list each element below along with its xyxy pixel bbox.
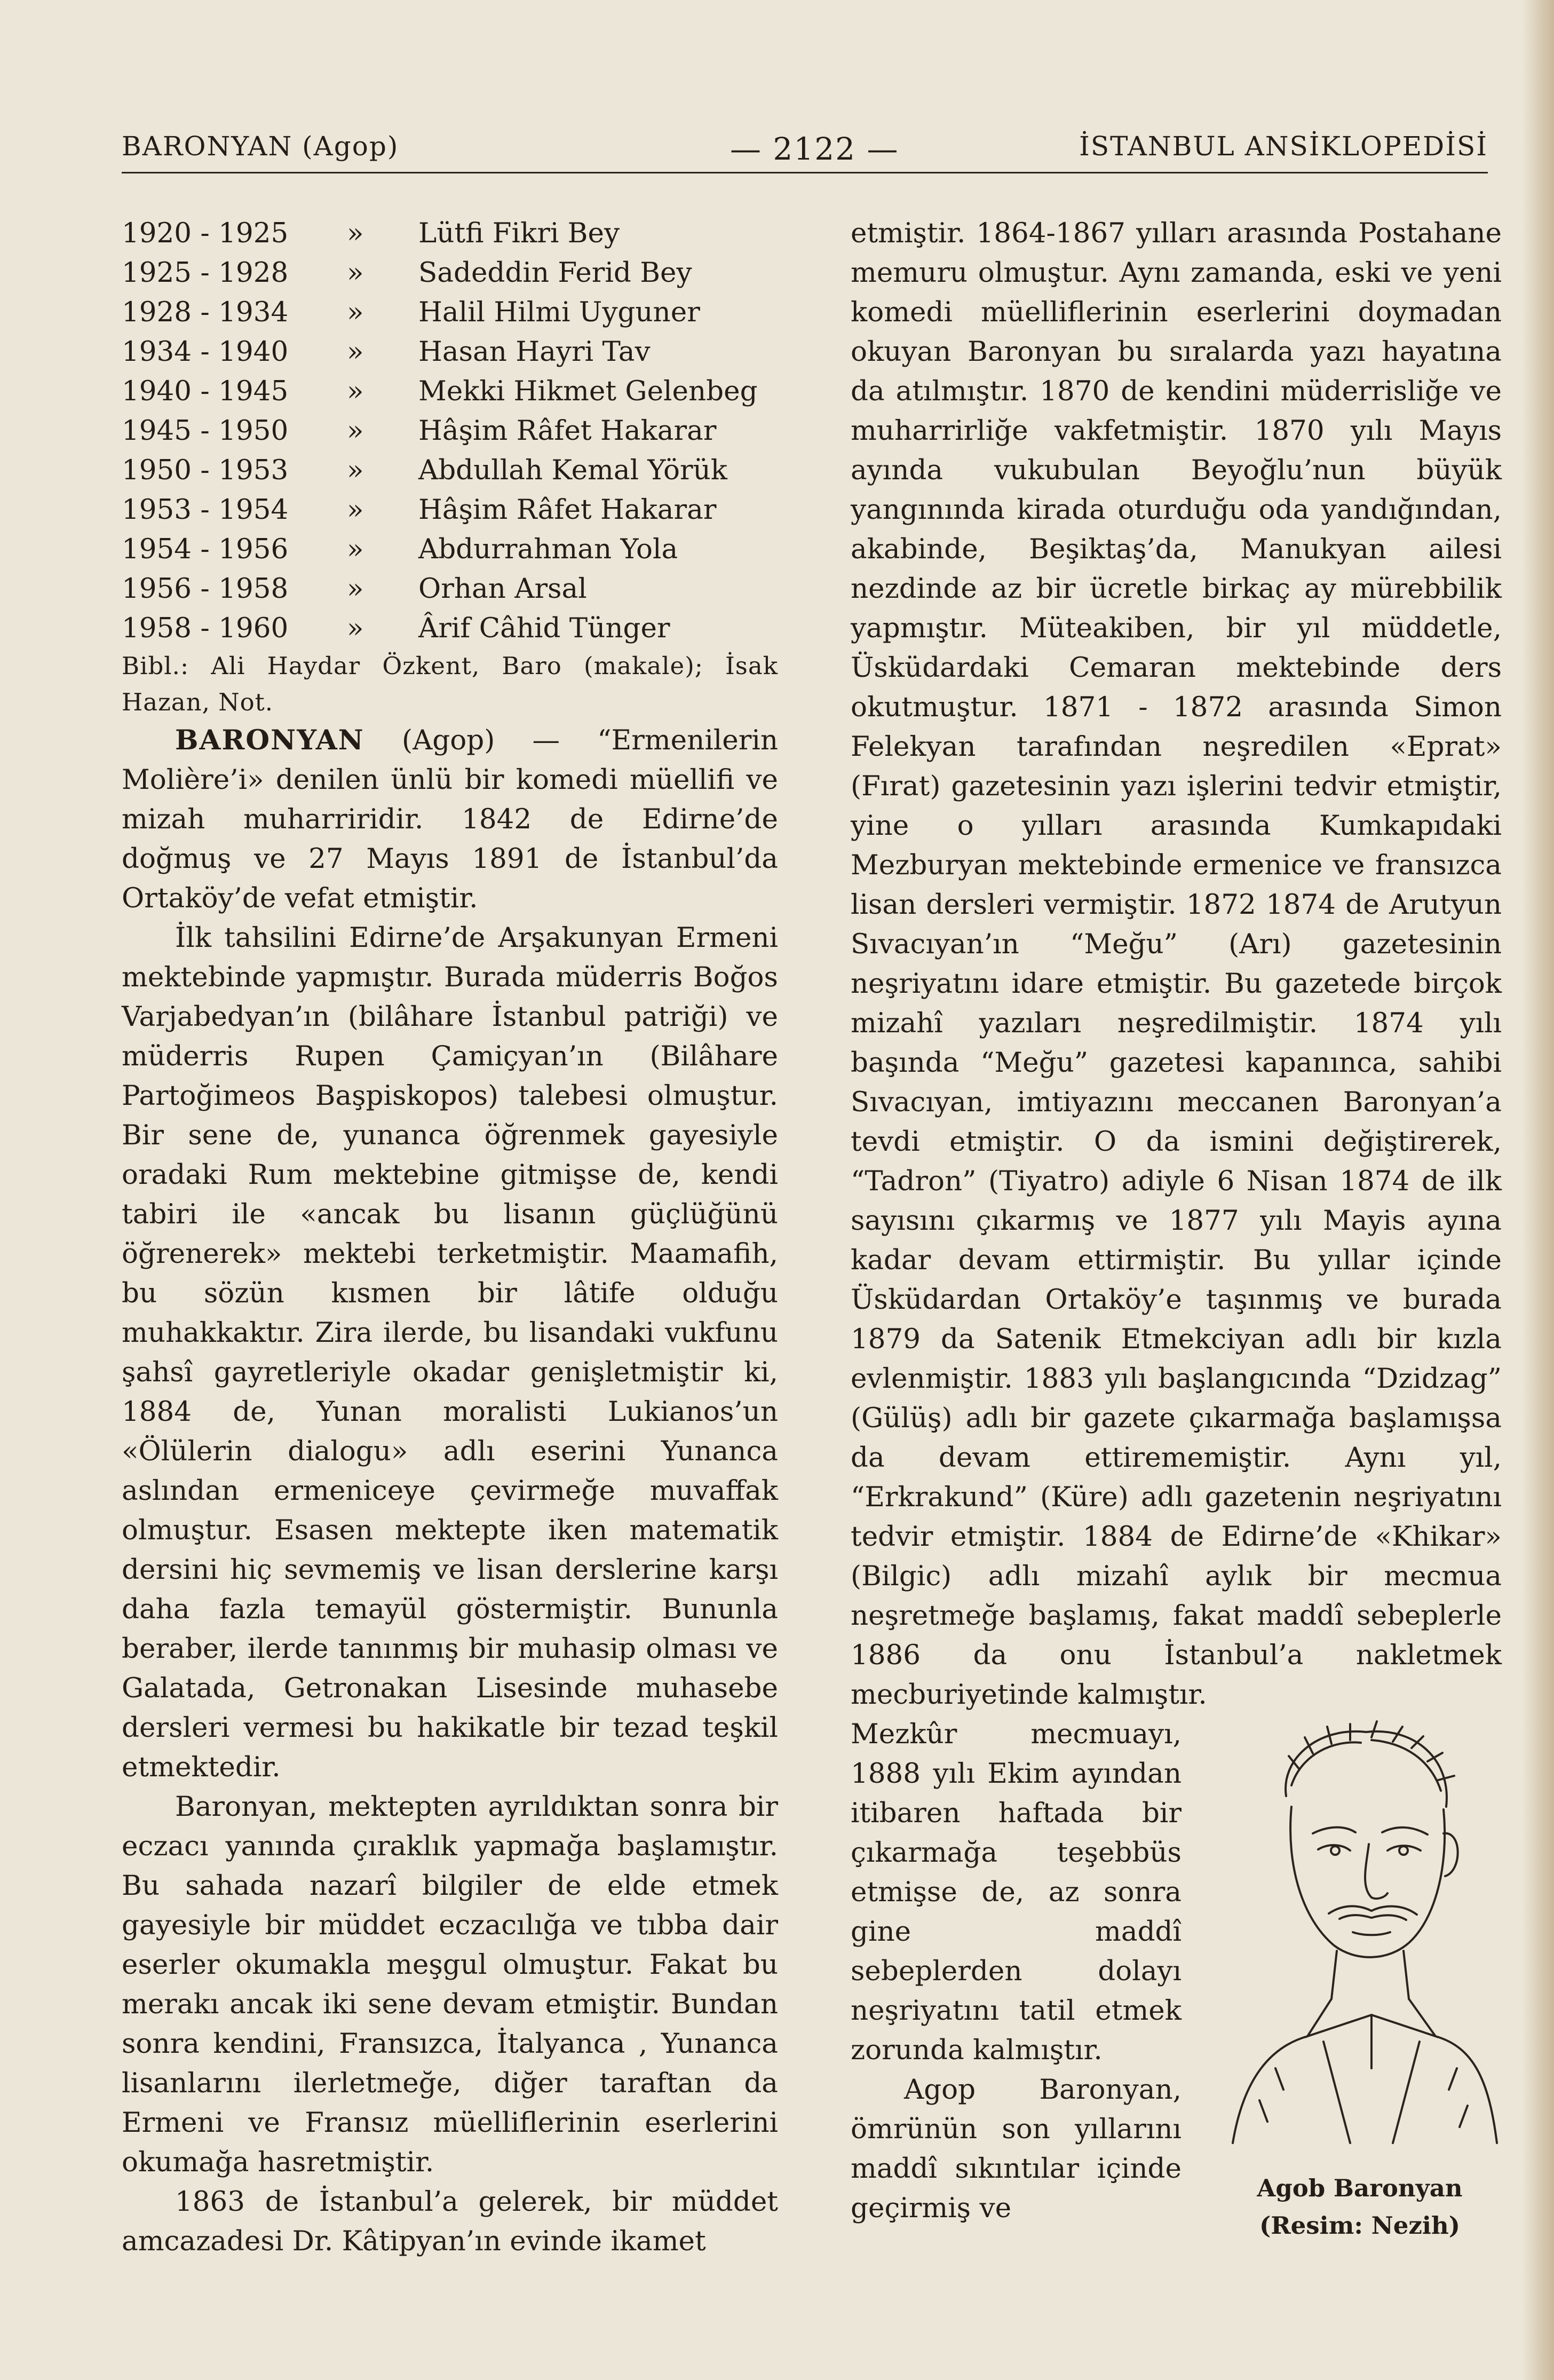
person-name: Hasan Hayri Tav [418, 336, 651, 368]
years: 1954 - 1956 [122, 533, 289, 565]
entry-paragraph: İlk tahsilini Edirne’de Arşakunyan Ermeni mektebinde yapmıştır. Burada müderris Boğos Varjabedyan’ın (bilâhare İstanbul patriği) ve müderris Rupen Çamiçyan’ın (Bilâhare Partoğimeos Başpiskopos) talebesi olmuştur. Bir sene de, yunanca öğrenmek gayesiyle oradaki Rum mektebine gitmişse de, kendi tabiri ile «ancak bu lisanın güçlüğünü öğrenerek» mektebi terketmiştir. Maamafih, bu sözün kısmen bir lâtife olduğu muhakkaktır. Zira ilerde, bu lisandaki vukfunu şahsî gayretleriyle okadar genişletmiştir ki, 1884 de, Yunan moralisti Lukianos’un «Ölülerin dialogu» adlı eserini Yunanca aslından ermeniceye çevirmeğe muvaffak olmuştur. Esasen mektepte iken matematik dersini hiç sevmemiş ve lisan derslerine karşı daha fazla temayül göstermiştir. Bununla beraber, ilerde tanınmış bir muhasip olması ve Galatada, Getronakan Lisesinde muhasebe dersleri vermesi bu hakikatle bir tezad teşkil etmektedir. [122, 922, 778, 1783]
entry-paragraph: 1863 de İstanbul’a gelerek, bir müddet amcazadesi Dr. Kâtipyan’ın evinde ikamet [122, 2186, 778, 2257]
portrait-drawing-icon [1211, 1695, 1500, 2148]
ditto-mark: » [347, 533, 364, 565]
list-item [122, 371, 778, 411]
ditto-mark: » [347, 257, 364, 289]
bibliography: Bibl.: Ali Haydar Özkent, Baro (makale); İsak Hazan, Not. [122, 652, 778, 716]
years: 1953 - 1954 [122, 494, 289, 526]
entry-title: BARONYAN [175, 724, 364, 756]
years: 1958 - 1960 [122, 612, 289, 644]
header-rule [122, 172, 1488, 173]
person-name: Halil Hilmi Uyguner [418, 296, 700, 328]
list-item [122, 569, 778, 608]
entry-paragraph: Mezkûr mecmuayı, 1888 yılı Ekim ayından itibaren haftada bir çıkarmağa teşebbüs etmişse de, az sonra gine maddî sebeplerden dolayı neşriyatını tatil etmek zorunda kalmıştır. [851, 1718, 1182, 2066]
entry-intro-text: (Agop) — “Ermenilerin Molière’i» denilen ünlü bir komedi müellifi ve mizah muharriridir. 1842 de Edirne’de doğmuş ve 27 Mayıs 1891 de İstanbul’da Ortaköy’de vefat etmiştir. [122, 724, 778, 914]
person-name: Orhan Arsal [418, 573, 587, 605]
list-item [122, 332, 778, 371]
officeholder-list [122, 214, 778, 648]
entry-paragraph: etmiştir. 1864-1867 yılları arasında Postahane memuru olmuştur. Aynı zamanda, eski ve yeni komedi müelliflerinin eserlerini doymadan okuyan Baronyan bu sıralarda yazı hayatına da atılmıştır. 1870 de kendini müderrisliğe ve muharrirliğe vakfetmiştir. 1870 yılı Mayıs ayında vukubulan Beyoğlu’nun büyük yangınında kirada oturduğu oda yandığından, akabinde, Beşiktaş’da, Manukyan ailesi nezdinde az bir ücretle birkaç ay mürebbilik yapmıştır. Müteakiben, bir yıl müddetle, Üsküdardaki Cemaran mektebinde ders okutmuştur. 1871 - 1872 arasında Simon Felekyan tarafından neşredilen «Eprat» (Fırat) gazetesinin yazı işlerini tedvir etmiştir, yine o yılları arasında Kumkapıdaki Mezburyan mektebinde ermenice ve fransızca lisan dersleri vermiştir. 1872 1874 de Arutyun Sıvacıyan’ın “Meğu” (Arı) gazetesinin neşriyatını idare etmiştir. Bu gazetede birçok mizahî yazıları neşredilmiştir. 1874 yılı başında “Meğu” gazetesi kapanınca, sahibi Sıvacıyan, imtiyazını meccanen Baronyan’a tevdi etmiştir. O da ismini değiştirerek, “Tadron” (Tiyatro) adiyle 6 Nisan 1874 de ilk sayısını çıkarmış ve 1877 yılı Mayis ayına kadar devam ettirmiştir. Bu yıllar içinde Üsküdardan Ortaköy’e taşınmış ve burada 1879 da Satenik Etmekciyan adlı bir kızla evlenmiştir. 1883 yılı başlangıcında “Dzidzag” (Gülüş) adlı bir gazete çıkarmağa başlamışsa da devam ettirememiştir. Aynı yıl, “Erkrakund” (Küre) adlı gazetenin neşriyatını tedvir etmiştir. 1884 de Edirne’de «Khikar» (Bilgic) adlı mizahî aylık bir mecmua neşretmeğe başlamış, fakat maddî sebeplerle 1886 da onu İstanbul’a nakletmek mecburiyetinde kalmıştır. [851, 217, 1502, 1711]
ditto-mark: » [347, 612, 364, 644]
ditto-mark: » [347, 296, 364, 328]
ditto-mark: » [347, 573, 364, 605]
list-item [122, 490, 778, 529]
ditto-mark: » [347, 415, 364, 447]
years: 1928 - 1934 [122, 296, 289, 328]
person-name: Ârif Câhid Tünger [418, 612, 670, 644]
ditto-mark: » [347, 375, 364, 407]
years: 1956 - 1958 [122, 573, 289, 605]
caption-credit: (Resim: Nezih) [1259, 2211, 1461, 2240]
list-item [122, 450, 778, 490]
figure-caption [1205, 2170, 1515, 2244]
page-header [122, 131, 1488, 168]
entry-paragraph: Baronyan, mektepten ayrıldıktan sonra bir eczacı yanında çıraklık yapmağa başlamıştır. Bu sahada nazarî bilgiler de elde etmek gayesiyle bir müddet eczacılığa ve tıbba dair eserler okumakla meşgul olmuştur. Fakat bu merakı ancak iki sene devam etmiştir. Bundan sonra kendini, Fransızca, İtalyanca , Yunanca lisanlarını ilerletmeğe, diğer taraftan da Ermeni ve Fransız müelliflerinin eserlerini okumağa hasretmiştir. [122, 1791, 778, 2178]
list-item [122, 253, 778, 292]
list-item [122, 529, 778, 569]
entry-paragraph: Agop Baronyan, ömrünün son yıllarını maddî sıkıntılar içinde geçirmiş ve [851, 2074, 1182, 2224]
list-item [122, 411, 778, 450]
entry-intro [122, 721, 778, 918]
ditto-mark: » [347, 454, 364, 486]
years: 1940 - 1945 [122, 375, 289, 407]
person-name: Abdullah Kemal Yörük [418, 454, 727, 486]
ditto-mark: » [347, 494, 364, 526]
ditto-mark: » [347, 336, 364, 368]
person-name: Lütfi Fikri Bey [418, 217, 620, 249]
header-entry-name: BARONYAN (Agop) [122, 131, 399, 162]
years: 1934 - 1940 [122, 336, 289, 368]
years: 1920 - 1925 [122, 217, 289, 249]
person-name: Hâşim Râfet Hakarar [418, 415, 717, 447]
page-number: — 2122 — [730, 131, 899, 167]
person-name: Mekki Hikmet Gelenbeg [418, 375, 758, 407]
years: 1950 - 1953 [122, 454, 289, 486]
page-edge [1522, 0, 1554, 2380]
caption-name: Agob Baronyan [1257, 2174, 1463, 2202]
years: 1925 - 1928 [122, 257, 289, 289]
left-column [122, 214, 778, 2261]
person-name: Hâşim Râfet Hakarar [418, 494, 717, 526]
list-item [122, 608, 778, 648]
person-name: Abdurrahman Yola [418, 533, 678, 565]
list-item [122, 292, 778, 332]
header-publication-title: İSTANBUL ANSİKLOPEDİSİ [1079, 131, 1488, 162]
list-item [122, 214, 778, 253]
ditto-mark: » [347, 217, 364, 249]
person-name: Sadeddin Ferid Bey [418, 257, 692, 289]
years: 1945 - 1950 [122, 415, 289, 447]
